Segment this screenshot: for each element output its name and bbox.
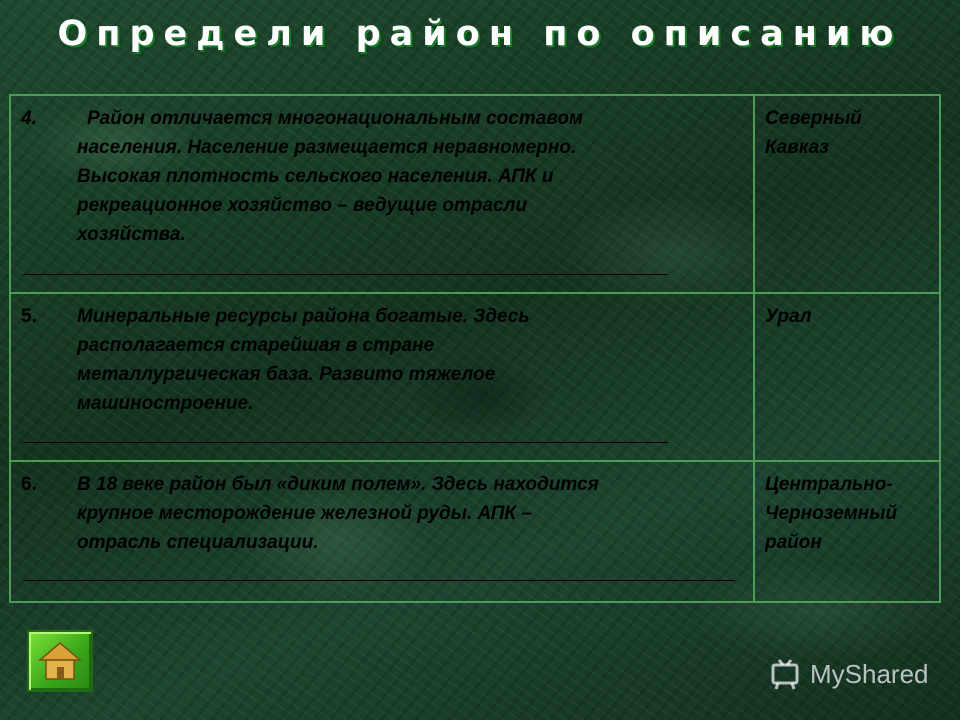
answer-line: район xyxy=(765,532,822,553)
description-line: крупное месторождение железной руды. АПК – xyxy=(77,503,532,524)
description-line: хозяйства. xyxy=(77,224,186,245)
answer-line: Центрально- xyxy=(765,474,893,495)
description-line: Высокая плотность сельского населения. АПК и xyxy=(77,166,554,187)
description-line: рекреационное хозяйство – ведущие отрасли xyxy=(77,195,528,216)
description-line: Минеральные ресурсы района богатые. Здесь xyxy=(77,306,530,327)
row-number: 5. xyxy=(21,306,37,327)
answer-line: Урал xyxy=(765,306,812,327)
description-line: располагается старейшая в стране xyxy=(77,335,435,356)
row-description xyxy=(21,470,741,557)
answer-blank-line xyxy=(23,442,668,443)
home-icon xyxy=(37,640,83,682)
row-number: 4. xyxy=(21,108,37,129)
answer-line: Черноземный xyxy=(765,503,898,524)
row-answer xyxy=(765,302,935,331)
row-answer xyxy=(765,104,935,162)
description-line: отрасль специализации. xyxy=(77,532,319,553)
description-line: металлургическая база. Развито тяжелое xyxy=(77,364,496,385)
description-table xyxy=(9,94,941,603)
row-description xyxy=(21,302,741,418)
watermark xyxy=(768,655,948,695)
row-description xyxy=(21,104,741,249)
answer-line: Северный xyxy=(765,108,862,129)
home-button[interactable] xyxy=(27,630,93,692)
table-row xyxy=(11,462,939,603)
watermark-text: MyShared xyxy=(810,659,929,689)
description-line: населения. Население размещается неравномерно. xyxy=(77,137,577,158)
description-line: Район отличается многонациональным составом xyxy=(87,108,583,129)
row-answer xyxy=(765,470,935,557)
table-row xyxy=(11,96,939,294)
description-line: В 18 веке район был «диким полем». Здесь находится xyxy=(77,474,599,495)
myshared-logo-icon xyxy=(768,657,802,691)
page-title: Определи район по описанию xyxy=(57,14,903,54)
answer-blank-line xyxy=(23,274,668,275)
answer-line: Кавказ xyxy=(765,137,829,158)
row-number: 6. xyxy=(21,474,37,495)
description-line: машиностроение. xyxy=(77,393,254,414)
table-row xyxy=(11,294,939,462)
answer-blank-line xyxy=(23,580,735,581)
